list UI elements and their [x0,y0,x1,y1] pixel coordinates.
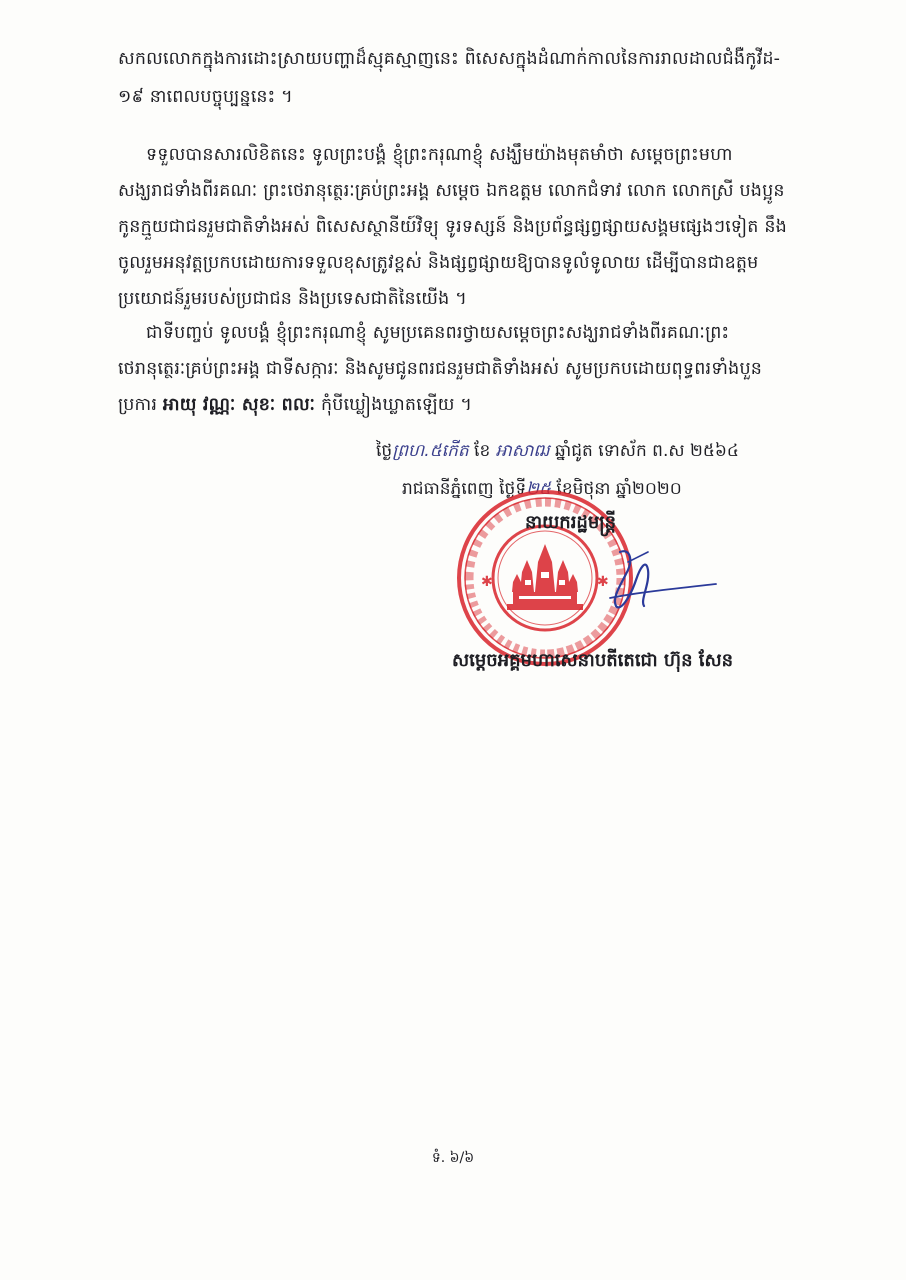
signer-name: សម្តេចអគ្គមហាសេនាបតីតេជោ ហ៊ុន សែន [452,650,734,671]
paragraph-line: កូនក្មួយជាជនរួមជាតិទាំងអស់ ពិសេសស្ថានីយ៍វិទ្យុ ទូរទស្សន៍ និងប្រព័ន្ធផ្សព្វផ្សាយសង្គមផ្សេងៗទៀត នឹង [118,217,787,237]
blessing-suffix: កុំបីឃ្លៀងឃ្លាតឡើយ ។ [315,395,473,415]
paragraph-1 [118,44,858,112]
svg-text:✱: ✱ [597,574,609,590]
paragraph-line: ថេរានុត្ថេរៈគ្រប់ព្រះអង្គ ជាទីសក្ការៈ និងសូមជូនពរជនរួមជាតិទាំងអស់ សូមប្រកបដោយពុទ្ធពរទាំងបួន [118,359,763,379]
blessing-prefix: ប្រការ [118,395,163,415]
lunar-month-prefix: ខែ [468,441,496,461]
svg-text:✱: ✱ [481,574,493,590]
paragraph-line: ចូលរួមអនុវត្តប្រកបដោយការទទួលខុសត្រូវខ្ពស់ និងផ្សព្វផ្សាយឱ្យបានទូលំទូលាយ ដើម្បីបានជាឧត្តម [118,253,759,273]
lunar-date-line [376,436,836,466]
paragraph-3 [118,318,858,420]
paragraph-line: ទទួលបានសារលិខិតនេះ ទូលព្រះបង្គំ ខ្ញុំព្រះករុណាខ្ញុំ សង្ឃឹមយ៉ាងមុតមាំថា សម្តេចព្រះមហា [146,145,733,165]
prime-minister-title: នាយករដ្ឋមន្ត្រី [525,512,617,533]
lunar-day-handwritten: ព្រហ.៥កើត [392,441,469,461]
paragraph-line: សង្ឃរាជទាំងពីរគណៈ ព្រះថេរានុត្ថេរៈគ្រប់ព្រះអង្គ សម្តេច ឯកឧត្តម លោកជំទាវ លោក លោកស្រី បងប្អូន [118,181,785,201]
lunar-prefix: ថ្ងៃ [376,441,393,461]
paragraph-line [118,390,858,420]
paragraph-line: ប្រយោជន៍រួមរបស់ប្រជាជន និងប្រទេសជាតិនៃយើង ។ [118,289,467,309]
solar-suffix: ខែមិថុនា ឆ្នាំ២០២០ [551,479,682,499]
paragraph-line: សកលលោកក្នុងការដោះស្រាយបញ្ហាដ៏ស្មុគស្មាញនេះ ពិសេសក្នុងដំណាក់កាលនៃការរាលដាលជំងឺកូវីដ- [118,49,781,69]
paragraph-line: ១៩ នាពេលបច្ចុប្បន្ននេះ ។ [118,87,293,107]
page-number: ទំ. ៦/៦ [431,1150,475,1166]
lunar-month-handwritten: អាសាឍ [495,441,550,461]
paragraph-2 [118,140,858,314]
lunar-suffix: ឆ្នាំជូត ទោស័ក ព.ស ២៥៦៤ [549,441,739,461]
four-blessings: អាយុ វណ្ណៈ សុខៈ ពលៈ [162,395,316,415]
signature-icon [590,540,720,620]
solar-prefix: រាជធានីភ្នំពេញ ថ្ងៃទី [402,479,527,499]
paragraph-line: ជាទីបញ្ចប់ ទូលបង្គំ ខ្ញុំព្រះករុណាខ្ញុំ សូមប្រគេនពរថ្វាយសម្តេចព្រះសង្ឃរាជទាំងពីរគណៈព្រះ [146,323,730,343]
solar-day-handwritten: ២៥ [526,479,552,499]
